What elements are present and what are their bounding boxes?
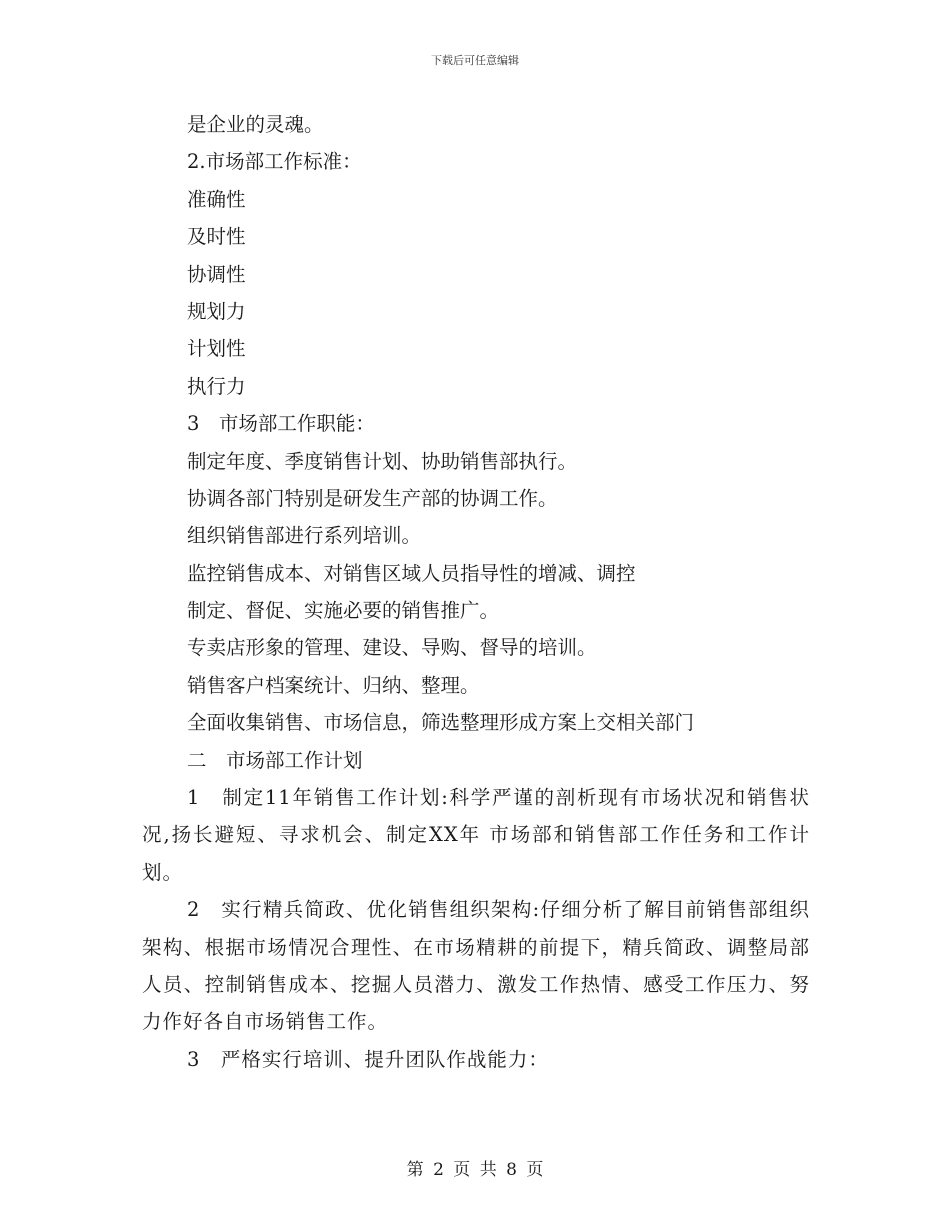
page-footer: 第 2 页 共 8 页 xyxy=(406,1160,544,1180)
list-item: 准确性 xyxy=(187,187,246,211)
list-item: 规划力 xyxy=(187,299,246,323)
list-item: 协调性 xyxy=(187,262,246,286)
section-heading-standards: 2.市场部工作标准： xyxy=(187,150,362,174)
section-heading-plan: 二 市场部工作计划 xyxy=(187,748,363,772)
text-line: 是企业的灵魂。 xyxy=(187,113,324,136)
list-item: 专卖店形象的管理、建设、导购、督导的培训。 xyxy=(187,636,597,660)
list-item: 制定年度、季度销售计划、协助销售部执行。 xyxy=(187,449,578,473)
list-item: 监控销售成本、对销售区域人员指导性的增减、调控 xyxy=(187,561,636,585)
list-item: 销售客户档案统计、归纳、整理。 xyxy=(187,673,480,697)
document-body xyxy=(142,106,810,1078)
list-item: 执行力 xyxy=(187,374,246,398)
section-heading-functions: 3 市场部工作职能： xyxy=(187,412,375,436)
paragraph-sales-plan: 1 制定11年销售工作计划:科学严谨的剖析现有市场状况和销售状况,扬长避短、寻求机会、制定XX年 市场部和销售部工作任务和工作计划。 xyxy=(142,786,810,884)
list-item: 计划性 xyxy=(187,337,246,361)
list-item: 组织销售部进行系列培训。 xyxy=(187,524,422,548)
paragraph-org-structure: 2 实行精兵简政、优化销售组织架构:仔细分析了解目前销售部组织架构、根据市场情况合理性、在市场精耕的前提下，精兵简政、调整局部人员、控制销售成本、挖掘人员潜力、激发工作热情、感受工作压力、努力作好各自市场销售工作。 xyxy=(142,898,810,1034)
list-item: 全面收集销售、市场信息，筛选整理形成方案上交相关部门 xyxy=(187,711,695,735)
page-header: 下载后可任意编辑 xyxy=(431,54,519,67)
paragraph-training: 3 严格实行培训、提升团队作战能力： xyxy=(187,1047,549,1071)
list-item: 协调各部门特别是研发生产部的协调工作。 xyxy=(187,486,558,510)
list-item: 及时性 xyxy=(187,225,246,249)
list-item: 制定、督促、实施必要的销售推广。 xyxy=(187,599,500,623)
